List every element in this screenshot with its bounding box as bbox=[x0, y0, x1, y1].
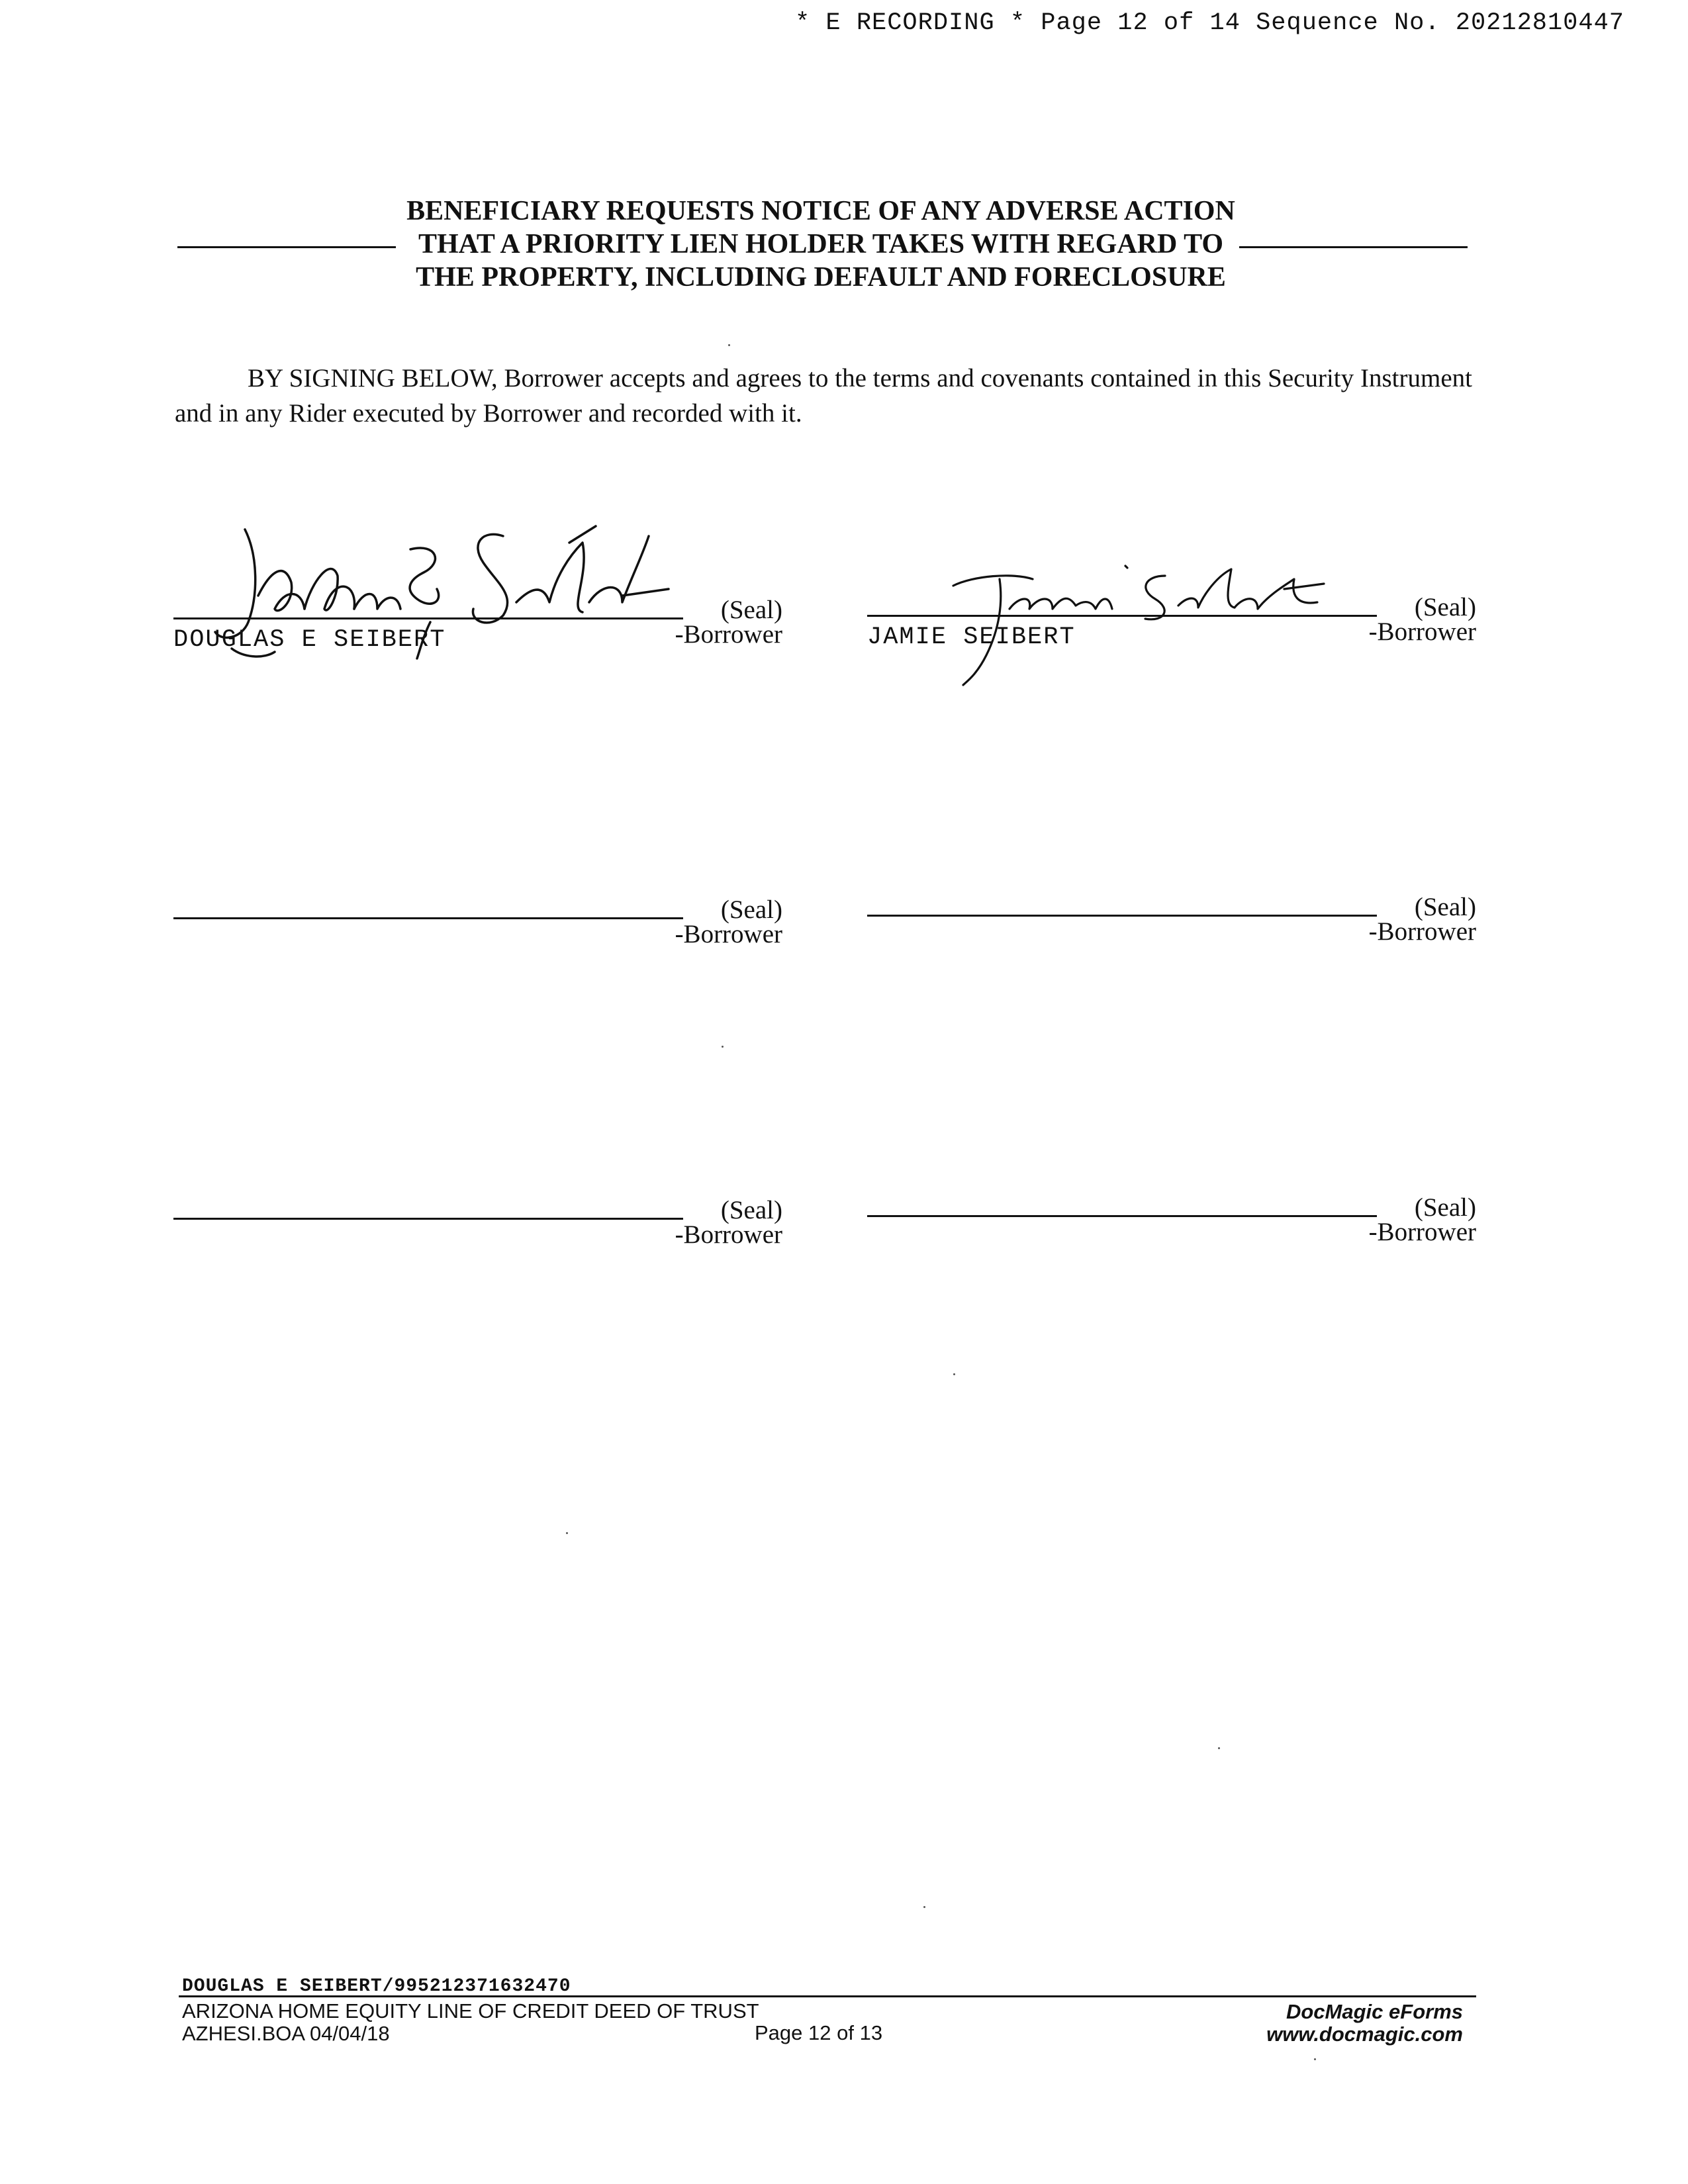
scan-speck bbox=[728, 344, 730, 346]
seal-label: (Seal) bbox=[720, 1196, 782, 1224]
signature-line bbox=[173, 1218, 683, 1220]
signature-block-6 bbox=[867, 1180, 1476, 1259]
title-line-2: THAT A PRIORITY LIEN HOLDER TAKES WITH REGARD TO bbox=[418, 229, 1223, 259]
scan-speck bbox=[722, 1046, 724, 1048]
recording-header: * E RECORDING * Page 12 of 14 Sequence No. 20212810447 bbox=[795, 9, 1624, 37]
borrower-name: DOUGLAS E SEIBERT bbox=[173, 626, 446, 654]
signature-line bbox=[173, 917, 683, 919]
signature-line bbox=[867, 915, 1377, 917]
acceptance-paragraph: BY SIGNING BELOW, Borrower accepts and agrees to the terms and covenants contained in this Security Instrument and in any Rider executed by Borrower and recorded with it. bbox=[175, 364, 1472, 428]
borrower-label: -Borrower bbox=[1368, 917, 1476, 946]
docmagic-logo: DocMagic eForms bbox=[1286, 2000, 1463, 2023]
form-code: AZHESI.BOA 04/04/18 bbox=[182, 2022, 390, 2045]
title-rule-left bbox=[177, 246, 396, 248]
seal-label: (Seal) bbox=[1414, 1193, 1476, 1222]
signature-block-4 bbox=[867, 880, 1476, 959]
footer-rule bbox=[179, 1995, 1476, 1997]
signature-block-3 bbox=[173, 882, 782, 962]
title-line-3: THE PROPERTY, INCLUDING DEFAULT AND FORECLOSURE bbox=[416, 262, 1226, 293]
scan-speck bbox=[953, 1373, 955, 1375]
loan-reference: DOUGLAS E SEIBERT/995212371632470 bbox=[182, 1976, 571, 1997]
title-rule-right bbox=[1239, 246, 1468, 248]
seal-label: (Seal) bbox=[1414, 893, 1476, 921]
signature-line bbox=[867, 1215, 1377, 1217]
notice-title bbox=[172, 195, 1470, 294]
signature-block-douglas bbox=[173, 582, 782, 662]
borrower-label: -Borrower bbox=[1368, 1218, 1476, 1246]
seal-label: (Seal) bbox=[720, 895, 782, 924]
borrower-label: -Borrower bbox=[1368, 617, 1476, 646]
borrower-name: JAMIE SEIBERT bbox=[867, 623, 1076, 651]
scan-speck bbox=[1218, 1747, 1220, 1749]
seal-label: (Seal) bbox=[1414, 593, 1476, 621]
scan-speck bbox=[1314, 2058, 1316, 2060]
page-number: Page 12 of 13 bbox=[755, 2021, 883, 2044]
docmagic-website: www.docmagic.com bbox=[1266, 2023, 1463, 2046]
signature-line bbox=[173, 617, 683, 619]
scan-speck bbox=[566, 1532, 568, 1534]
borrower-label: -Borrower bbox=[675, 620, 782, 649]
signature-block-jamie bbox=[867, 580, 1476, 659]
borrower-label: -Borrower bbox=[675, 1220, 782, 1249]
form-title: ARIZONA HOME EQUITY LINE OF CREDIT DEED OF TRUST bbox=[182, 1999, 759, 2023]
seal-label: (Seal) bbox=[720, 596, 782, 624]
scan-speck bbox=[923, 1906, 925, 1908]
docmagic-brand bbox=[1266, 2001, 1463, 2046]
signature-line bbox=[867, 615, 1377, 617]
signature-block-5 bbox=[173, 1183, 782, 1262]
borrower-label: -Borrower bbox=[675, 920, 782, 948]
title-line-1: BENEFICIARY REQUESTS NOTICE OF ANY ADVERSE ACTION bbox=[406, 196, 1235, 226]
form-info bbox=[182, 2000, 759, 2045]
